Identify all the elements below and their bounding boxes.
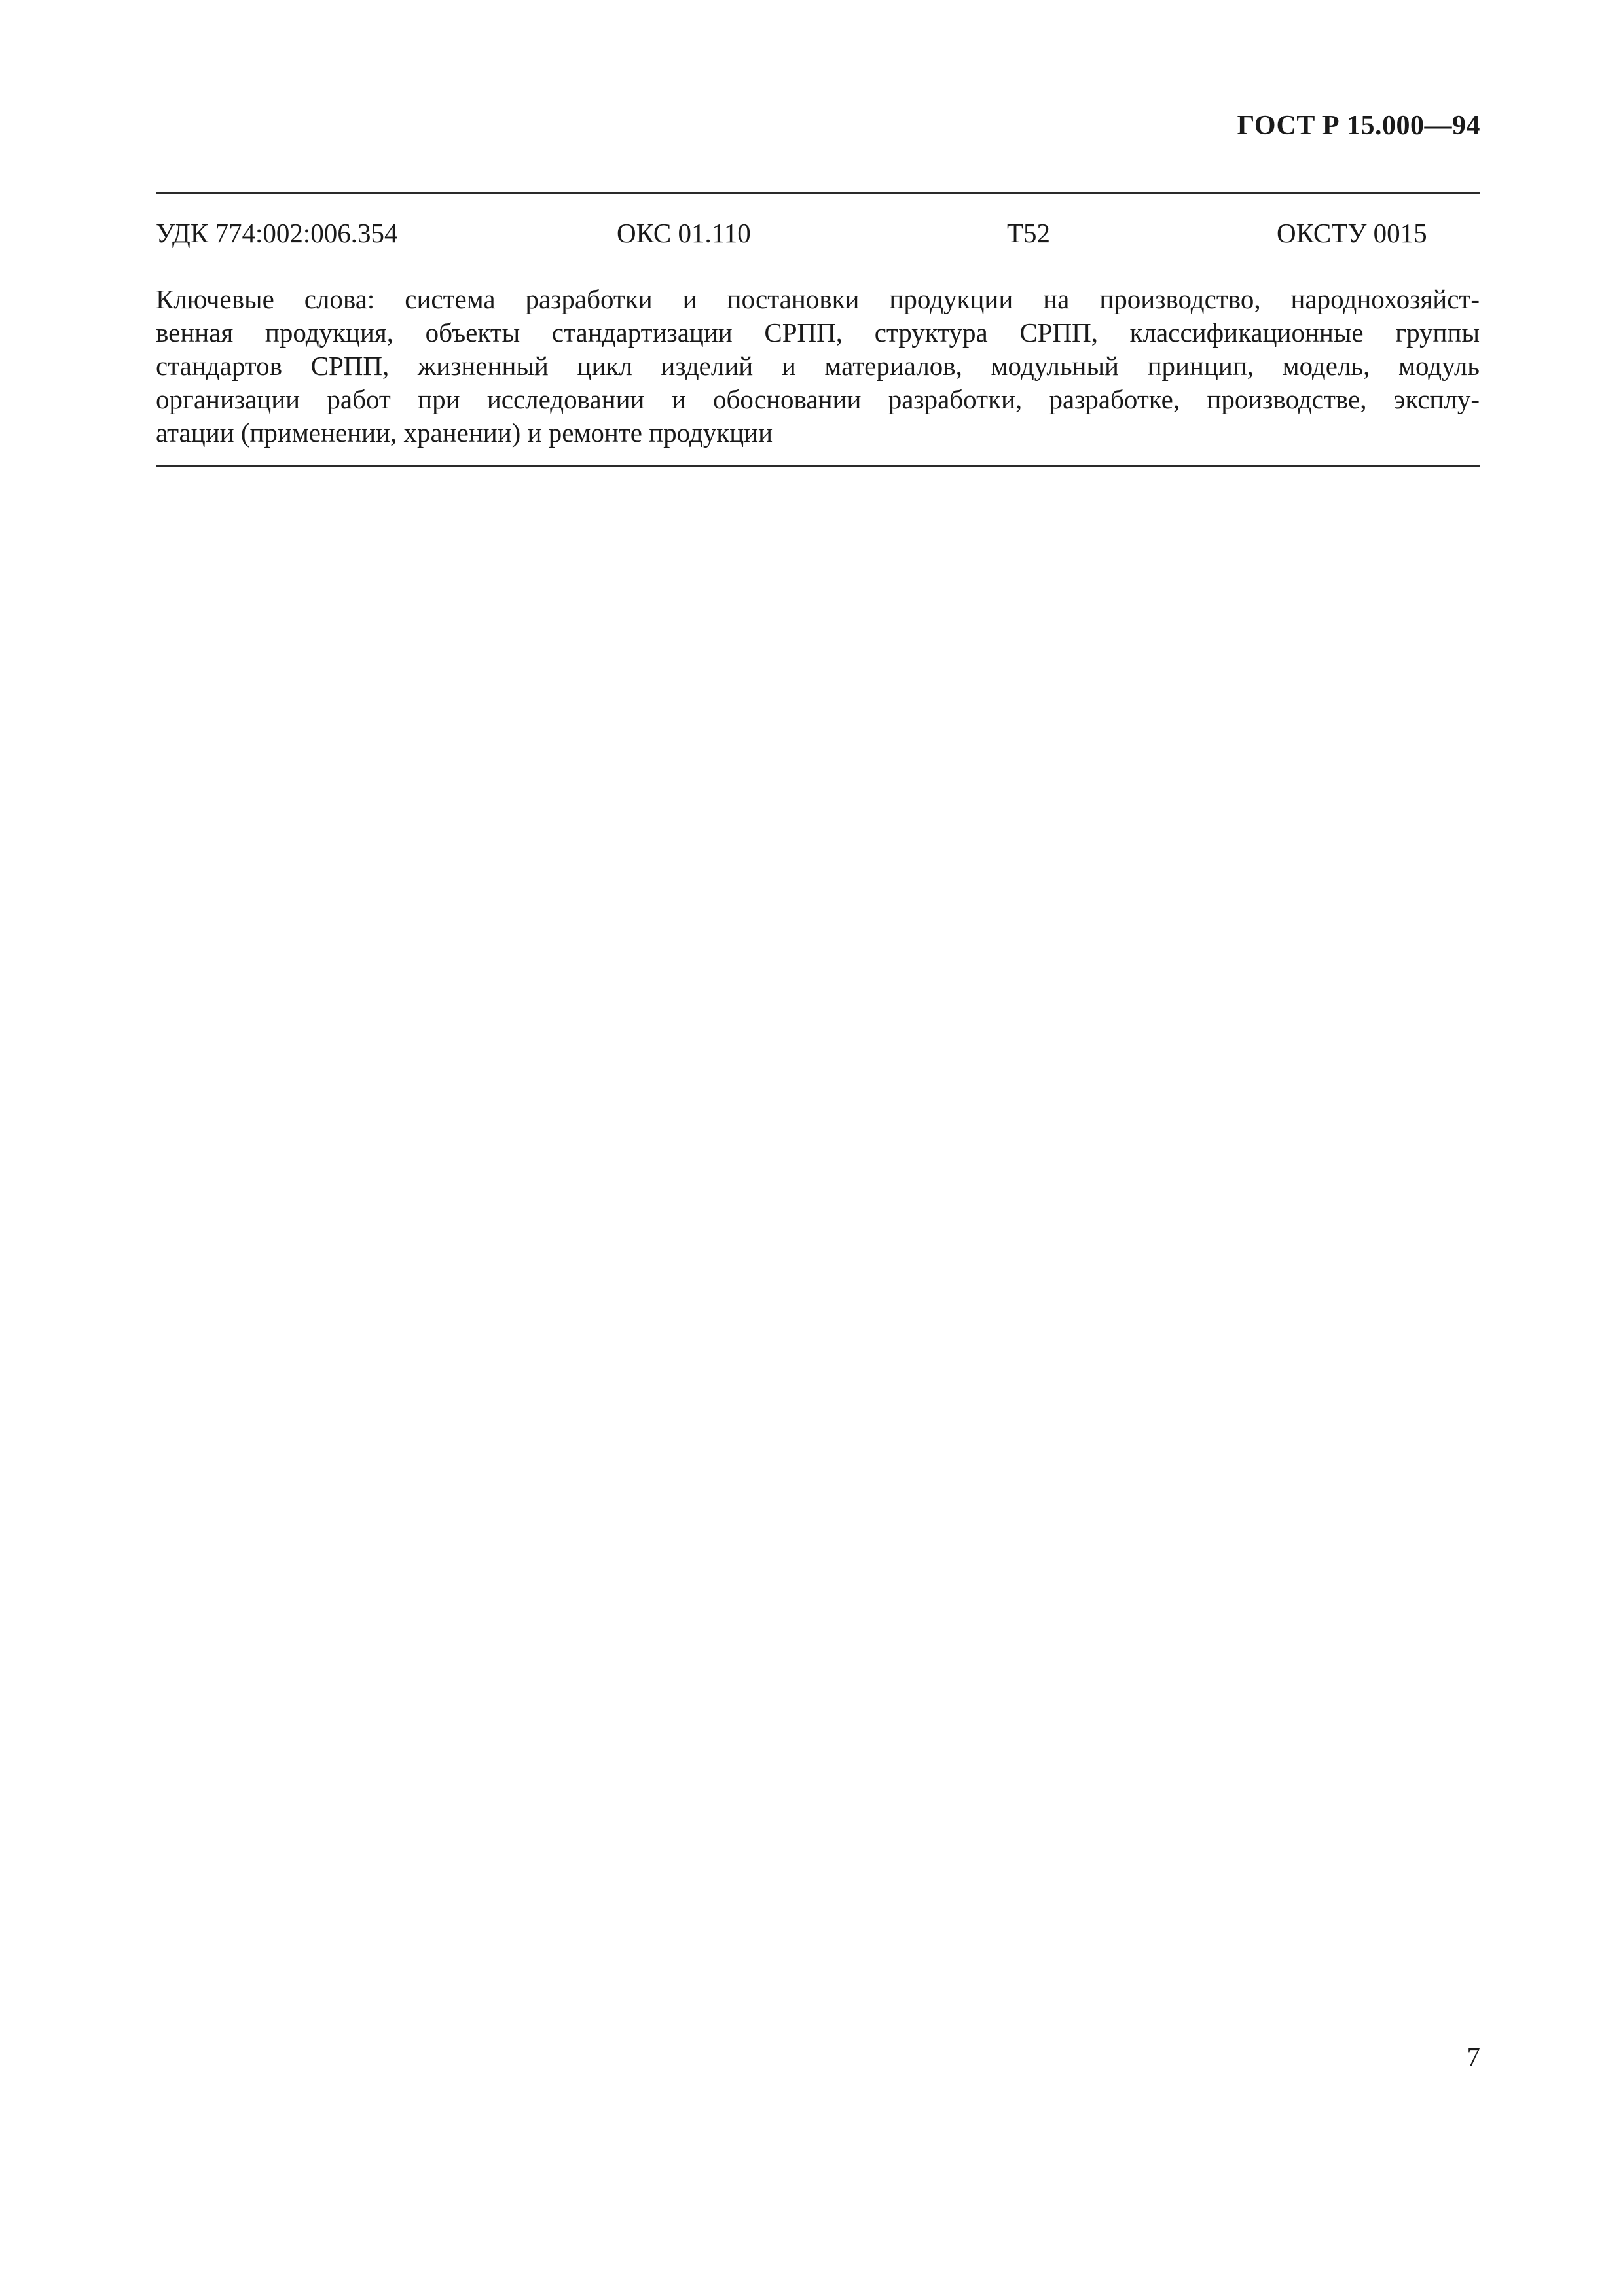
udk-code: УДК 774:002:006.354 xyxy=(156,218,398,248)
keywords-line: стандартов СРПП, жизненный цикл изделий и материалов, модульный принцип, модель, модуль xyxy=(156,351,1480,381)
group-code: Т52 xyxy=(1007,218,1051,248)
bottom-divider xyxy=(156,465,1480,467)
standard-code-header: ГОСТ Р 15.000—94 xyxy=(1237,111,1480,141)
okstu-code: ОКСТУ 0015 xyxy=(1277,218,1427,248)
oks-code: ОКС 01.110 xyxy=(617,218,751,248)
top-divider xyxy=(156,192,1480,194)
keywords-line: Ключевые слова: система разработки и постановки продукции на производство, народнохозяйст- xyxy=(156,284,1480,314)
page-number: 7 xyxy=(1467,2041,1480,2072)
keywords-paragraph xyxy=(156,283,1480,450)
keywords-line: атации (применении, хранении) и ремонте продукции xyxy=(156,418,773,448)
classifier-codes-row xyxy=(156,217,1480,257)
keywords-line: венная продукция, объекты стандартизации СРПП, структура СРПП, классификационные группы xyxy=(156,317,1480,348)
keywords-line: организации работ при исследовании и обосновании разработки, разработке, производстве, эксплу- xyxy=(156,384,1480,414)
